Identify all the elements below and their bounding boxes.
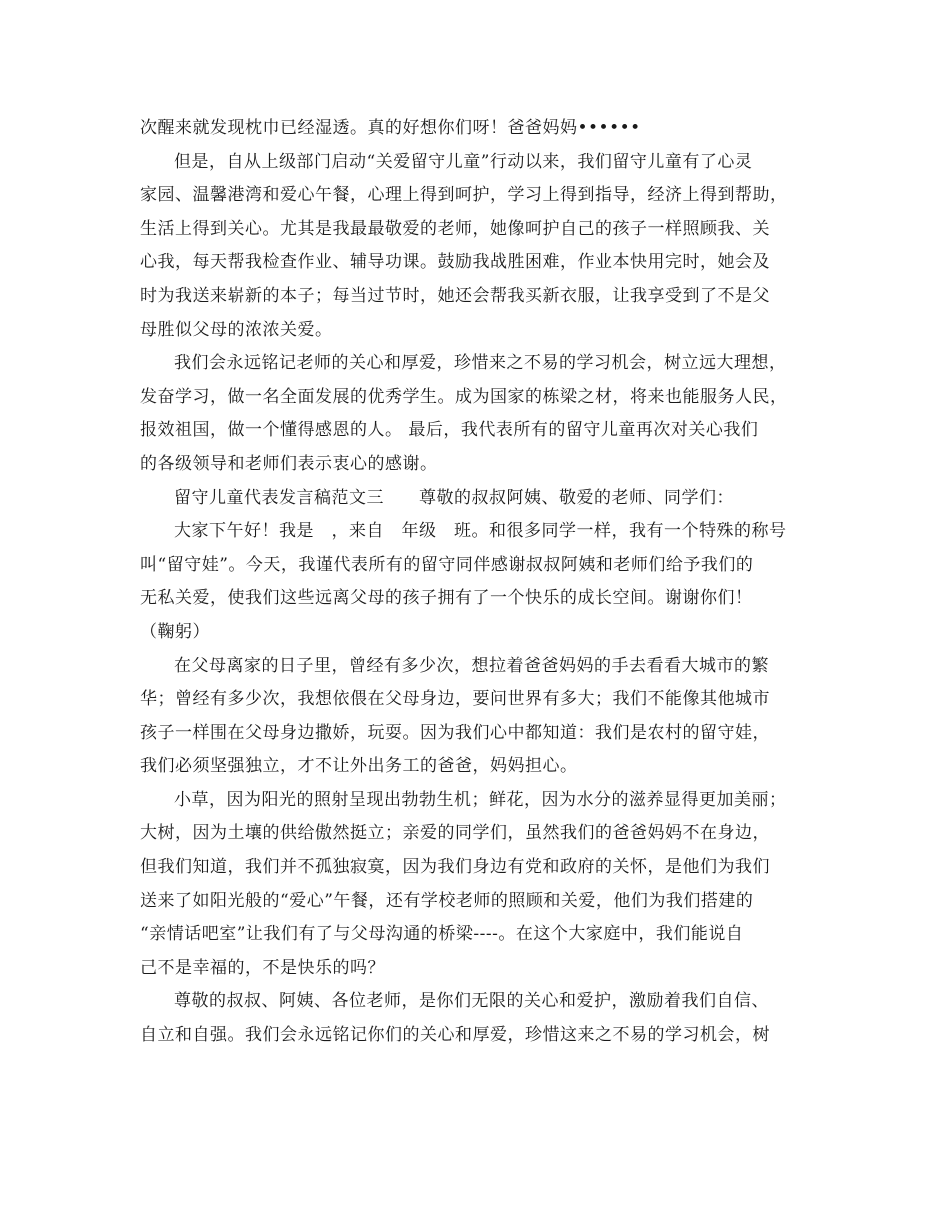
text-line: 但是，自从上级部门启动“关爱留守儿童”行动以来，我们留守儿童有了心灵 <box>174 151 753 172</box>
text-line: 我们必须坚强独立，才不让外出务工的爸爸，妈妈担心。 <box>140 756 578 777</box>
text-line: 大家下午好！我是 ，来自 年级 班。和很多同学一样，我有一个特殊的称号 <box>174 521 787 542</box>
text-line: 生活上得到关心。尤其是我最最敬爱的老师，她像呵护自己的孩子一样照顾我、关 <box>140 218 770 239</box>
text-line: （鞠躬） <box>140 621 210 642</box>
text-line: 己不是幸福的，不是快乐的吗？ <box>140 957 385 978</box>
text-line: 报效祖国，做一个懂得感恩的人。 最后，我代表所有的留守儿童再次对关心我们 <box>140 420 759 441</box>
document-page <box>140 112 830 1053</box>
text-line: 小草，因为阳光的照射呈现出勃勃生机；鲜花，因为水分的滋养显得更加美丽； <box>174 789 787 810</box>
text-line: 叫“留守娃”。今天，我谨代表所有的留守同伴感谢叔叔阿姨和老师们给予我们的 <box>140 554 754 575</box>
text-line: 大树，因为土壤的供给傲然挺立；亲爱的同学们，虽然我们的爸爸妈妈不在身边， <box>140 823 770 844</box>
text-line: 送来了如阳光般的“爱心”午餐，还有学校老师的照顾和关爱，他们为我们搭建的 <box>140 890 754 911</box>
text-line: 发奋学习，做一名全面发展的优秀学生。成为国家的栋梁之材，将来也能服务人民， <box>140 386 788 407</box>
text-line: 尊敬的叔叔、阿姨、各位老师，是你们无限的关心和爱护，激励着我们自信、 <box>174 991 769 1012</box>
text-line: 母胜似父母的浓浓关爱。 <box>140 319 333 340</box>
text-line: 家园、温馨港湾和爱心午餐，心理上得到呵护，学习上得到指导，经济上得到帮助， <box>140 185 788 206</box>
text-line: 次醒来就发现枕巾已经湿透。真的好想你们呀！爸爸妈妈•••••• <box>140 118 641 138</box>
text-line: 但我们知道，我们并不孤独寂寞，因为我们身边有党和政府的关怀，是他们为我们 <box>140 857 770 878</box>
text-line: “亲情话吧室”让我们有了与父母沟通的桥梁----。在这个大家庭中，我们能说自 <box>140 924 744 945</box>
text-line: 我们会永远铭记老师的关心和厚爱，珍惜来之不易的学习机会，树立远大理想， <box>174 353 787 374</box>
text-line: 自立和自强。我们会永远铭记你们的关心和厚爱，珍惜这来之不易的学习机会，树 <box>140 1025 770 1046</box>
text-line: 心我，每天帮我检查作业、辅导功课。鼓励我战胜困难，作业本快用完时，她会及 <box>140 252 770 273</box>
text-line: 孩子一样围在父母身边撒娇，玩耍。因为我们心中都知道：我们是农村的留守娃， <box>140 722 770 743</box>
text-line: 的各级领导和老师们表示衷心的感谢。 <box>140 453 438 474</box>
text-line: 华；曾经有多少次，我想依偎在父母身边，要问世界有多大；我们不能像其他城市 <box>140 689 770 710</box>
text-line: 无私关爱，使我们这些远离父母的孩子拥有了一个快乐的成长空间。谢谢你们！ <box>140 588 753 609</box>
text-line: 在父母离家的日子里，曾经有多少次，想拉着爸爸妈妈的手去看看大城市的繁 <box>174 655 769 676</box>
section-heading-line: 留守儿童代表发言稿范文三 尊敬的叔叔阿姨、敬爱的老师、同学们： <box>174 487 734 508</box>
text-line: 时为我送来崭新的本子；每当过节时，她还会帮我买新衣服，让我享受到了不是父 <box>140 285 770 306</box>
